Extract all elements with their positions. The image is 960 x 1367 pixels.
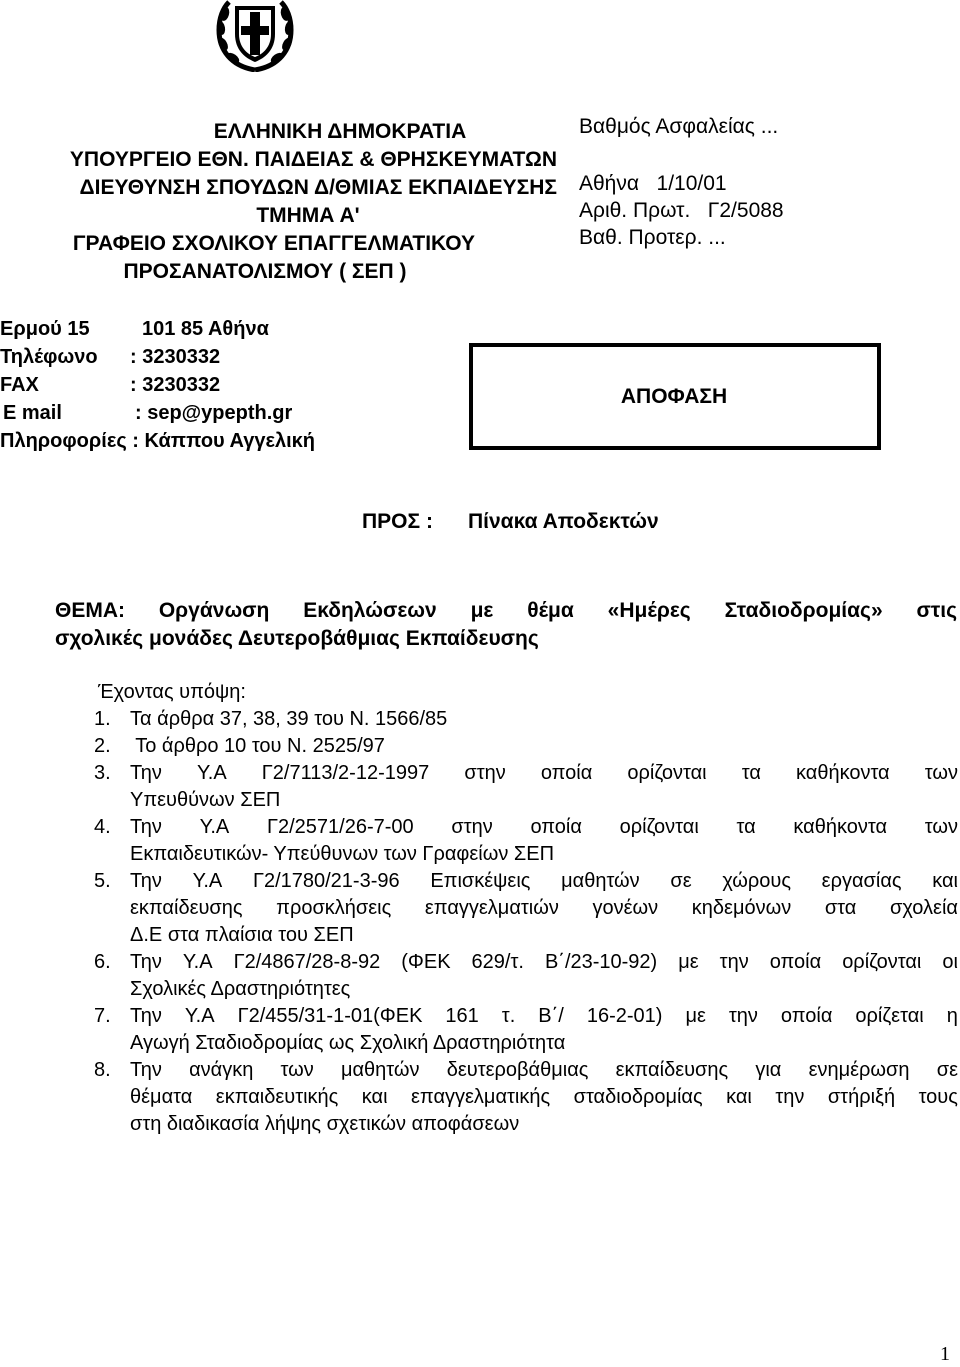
list-item-line: Το άρθρο 10 του Ν. 2525/97	[130, 735, 385, 757]
list-item	[94, 1003, 958, 1057]
list-item-text	[130, 1003, 958, 1057]
recipient-line	[362, 510, 659, 534]
list-item-word: με	[685, 1005, 706, 1027]
list-item-word: Επισκέψεις	[430, 870, 531, 892]
list-item-word: τα	[736, 816, 756, 838]
list-item-word: την	[728, 1005, 758, 1027]
list-item-word: εκπαίδευσης	[615, 1059, 729, 1081]
list-item-word: ανάγκη	[189, 1059, 254, 1081]
subject-word: Εκδηλώσεων	[303, 599, 437, 622]
list-item-number: 2.	[94, 735, 111, 757]
list-item-line	[130, 1057, 958, 1084]
email-label: E mail	[3, 402, 62, 424]
list-item	[94, 868, 958, 949]
list-item-number: 4.	[94, 816, 111, 838]
list-item-word: των	[924, 816, 958, 838]
list-item-line: Σχολικές Δραστηριότητες	[130, 978, 351, 1000]
ministry-line: ΓΡΑΦΕΙΟ ΣΧΟΛΙΚΟΥ ΕΠΑΓΓΕΛΜΑΤΙΚΟΥ	[72, 232, 475, 255]
list-item-word: εκπαίδευσης	[130, 897, 243, 919]
list-item-word: δευτεροβάθμιας	[446, 1059, 589, 1081]
list-item-word: Την	[130, 870, 162, 892]
list-item-word: Γ2/7113/2-12-1997	[261, 762, 430, 784]
list-item-word: γονέων	[592, 897, 659, 919]
list-item-word: Υ.Α	[196, 762, 227, 784]
list-item-word: μαθητών	[340, 1059, 420, 1081]
fax-row	[0, 371, 315, 399]
list-item-word: σταδιοδρομίας	[573, 1086, 703, 1108]
list-item-line: Αγωγή Σταδιοδρομίας ως Σχολική Δραστηριότητα	[130, 1032, 566, 1054]
list-item-word: εργασίας	[821, 870, 902, 892]
list-item-word: Β΄/23-10-92)	[544, 951, 658, 973]
ministry-line: ΔΙΕΥΘΥΝΣΗ ΣΠΟΥΔΩΝ Δ/ΘΜΙΑΣ ΕΚΠΑΙΔΕΥΣΗΣ	[79, 176, 557, 199]
list-item	[94, 706, 958, 733]
list-item-word: τ.	[501, 1005, 516, 1027]
list-item-line: Δ.Ε στα πλαίσια του ΣΕΠ	[130, 924, 354, 946]
subject-word: θέμα	[527, 599, 574, 622]
list-item-word: καθήκοντα	[796, 762, 890, 784]
fax-value: : 3230332	[130, 374, 221, 396]
list-item-word: την	[719, 951, 749, 973]
list-item-word: των	[280, 1059, 314, 1081]
list-item-word: σχολεία	[889, 897, 958, 919]
list-item	[94, 949, 958, 1003]
subject-line-2: σχολικές μονάδες Δευτεροβάθμιας Εκπαίδευσης	[55, 627, 539, 650]
list-item-line	[130, 895, 958, 922]
place-date: Αθήνα 1/10/01	[579, 172, 727, 195]
list-item-word: ορίζονται	[619, 816, 699, 838]
list-item-number: 5.	[94, 870, 111, 892]
considering-label: Έχοντας υπόψη:	[98, 681, 246, 703]
info-contact: Πληροφορίες : Κάππου Αγγελική	[0, 430, 315, 452]
list-item-word: η	[946, 1005, 958, 1027]
list-item-text	[130, 868, 958, 949]
email-value: : sep@ypepth.gr	[135, 402, 293, 424]
ministry-line: ΕΛΛΗΝΙΚΗ ΔΗΜΟΚΡΑΤΙΑ	[213, 120, 467, 143]
list-item-word: Β΄/	[538, 1005, 564, 1027]
subject-word: «Ημέρες	[607, 599, 691, 622]
priority-level: Βαθ. Προτερ. ...	[579, 226, 726, 249]
list-item-word: Την	[130, 951, 162, 973]
list-item-line	[130, 1003, 958, 1030]
ministry-line: ΠΡΟΣΑΝΑΤΟΛΙΣΜΟΥ ( ΣΕΠ )	[123, 260, 407, 283]
list-item-word: χώρους	[722, 870, 791, 892]
subject-word: στις	[916, 599, 957, 622]
list-item-word: στην	[451, 816, 493, 838]
list-item-word: τους	[918, 1086, 958, 1108]
list-item-word: οποία	[780, 1005, 833, 1027]
list-item-word: οποία	[530, 816, 582, 838]
list-item-word: και	[726, 1086, 752, 1108]
list-item-number: 1.	[94, 708, 111, 730]
list-item-word: οποία	[540, 762, 593, 784]
list-item-number: 3.	[94, 762, 111, 784]
list-item	[94, 733, 958, 760]
list-item-word: μαθητών	[561, 870, 640, 892]
list-item-text	[130, 1057, 958, 1138]
list-item-line	[130, 1084, 958, 1111]
address-label: Ερμού 15	[0, 318, 90, 340]
list-item-word: την	[775, 1086, 805, 1108]
list-item-line: Εκπαιδευτικών- Υπεύθυνων των Γραφείων ΣΕΠ	[130, 843, 555, 865]
list-item-word: και	[361, 1086, 388, 1108]
subject-word: ΘΕΜΑ:	[55, 599, 125, 622]
contact-block	[0, 315, 315, 455]
ministry-line: ΥΠΟΥΡΓΕΙΟ ΕΘΝ. ΠΑΙΔΕΙΑΣ & ΘΡΗΣΚΕΥΜΑΤΩΝ	[69, 148, 557, 171]
list-item	[94, 1057, 958, 1138]
fax-label: FAX	[0, 374, 39, 396]
list-item-word: Γ2/4867/28-8-92	[233, 951, 381, 973]
phone-label: Τηλέφωνο	[0, 346, 98, 368]
considering-list	[94, 706, 958, 1138]
address-value: 101 85 Αθήνα	[142, 318, 269, 340]
list-item-word: Υ.Α	[182, 951, 213, 973]
subject-word: Σταδιοδρομίας»	[724, 599, 883, 622]
address-row	[0, 315, 315, 343]
list-item-word: στήριξή	[827, 1086, 896, 1108]
list-item-word: επαγγελματικής	[411, 1086, 551, 1108]
recipient-value: Πίνακα Αποδεκτών	[468, 510, 659, 533]
list-item-text	[130, 814, 958, 868]
list-item-line: Υπευθύνων ΣΕΠ	[130, 789, 281, 811]
list-item-word: στα	[824, 897, 857, 919]
email-row	[0, 399, 315, 427]
list-item-word: καθήκοντα	[793, 816, 888, 838]
list-item-word: ορίζονται	[842, 951, 922, 973]
list-item-word: κηδεμόνων	[691, 897, 792, 919]
list-item-word: (ΦΕΚ	[401, 951, 451, 973]
list-item-text	[130, 706, 958, 733]
list-item-word: με	[678, 951, 699, 973]
greek-emblem-icon	[213, 0, 297, 72]
list-item-word: των	[924, 762, 958, 784]
phone-value: : 3230332	[130, 346, 221, 368]
list-item-line	[130, 760, 958, 787]
list-item	[94, 760, 958, 814]
list-item-word: σε	[936, 1059, 958, 1081]
list-item-word: Γ2/1780/21-3-96	[252, 870, 400, 892]
list-item-line	[130, 949, 958, 976]
subject-word: με	[470, 599, 494, 622]
list-item-line: Τα άρθρα 37, 38, 39 του Ν. 1566/85	[130, 708, 448, 730]
security-level: Βαθμός Ασφαλείας ...	[579, 115, 779, 138]
list-item-word: Την	[130, 1059, 162, 1081]
list-item-word: για	[755, 1059, 782, 1081]
document-meta	[579, 113, 784, 251]
list-item-word: 16-2-01)	[586, 1005, 663, 1027]
list-item-text	[130, 760, 958, 814]
list-item-word: στην	[464, 762, 506, 784]
phone-row	[0, 343, 315, 371]
list-item-word: και	[932, 870, 958, 892]
list-item-word: Γ2/2571/26-7-00	[266, 816, 414, 838]
list-item-word: Υ.Α	[184, 1005, 215, 1027]
list-item-word: Την	[130, 1005, 162, 1027]
list-item-word: Την	[130, 816, 162, 838]
subject-word: Οργάνωση	[158, 599, 270, 622]
recipient-label: ΠΡΟΣ :	[362, 510, 433, 533]
protocol-number: Αριθ. Πρωτ. Γ2/5088	[579, 199, 784, 222]
list-item-line	[130, 814, 958, 841]
list-item-text	[130, 949, 958, 1003]
list-item	[94, 814, 958, 868]
list-item-word: επαγγελματιών	[424, 897, 559, 919]
list-item-word: ενημέρωση	[808, 1059, 910, 1081]
subject-block	[55, 597, 957, 653]
info-row	[0, 427, 315, 455]
list-item-word: οποία	[769, 951, 822, 973]
subject-line-1	[55, 597, 957, 625]
list-item-line	[130, 868, 958, 895]
list-item-word: Υ.Α	[192, 870, 223, 892]
list-item-number: 7.	[94, 1005, 111, 1027]
list-item-word: Υ.Α	[199, 816, 230, 838]
list-item-word: τα	[741, 762, 761, 784]
ministry-header	[0, 118, 560, 286]
page-number: 1	[940, 1343, 950, 1365]
list-item-word: ορίζονται	[627, 762, 707, 784]
list-item-word: σε	[670, 870, 692, 892]
list-item-word: ορίζεται	[855, 1005, 924, 1027]
decision-title: ΑΠΟΦΑΣΗ	[620, 384, 728, 408]
list-item-word: 161	[445, 1005, 479, 1027]
list-item-word: 629/τ.	[471, 951, 524, 973]
list-item-word: προσκλήσεις	[276, 897, 392, 919]
decision-box	[469, 343, 881, 450]
list-item-line: στη διαδικασία λήψης σχετικών αποφάσεων	[130, 1113, 520, 1135]
ministry-line: ΤΜΗΜΑ Α'	[256, 204, 360, 227]
list-item-number: 8.	[94, 1059, 111, 1081]
list-item-word: θέματα	[130, 1086, 193, 1108]
list-item-text	[130, 733, 958, 760]
list-item-word: Την	[130, 762, 162, 784]
list-item-word: οι	[942, 951, 958, 973]
list-item-number: 6.	[94, 951, 111, 973]
list-item-word: Γ2/455/31-1-01(ΦΕΚ	[237, 1005, 423, 1027]
list-item-word: εκπαιδευτικής	[215, 1086, 339, 1108]
